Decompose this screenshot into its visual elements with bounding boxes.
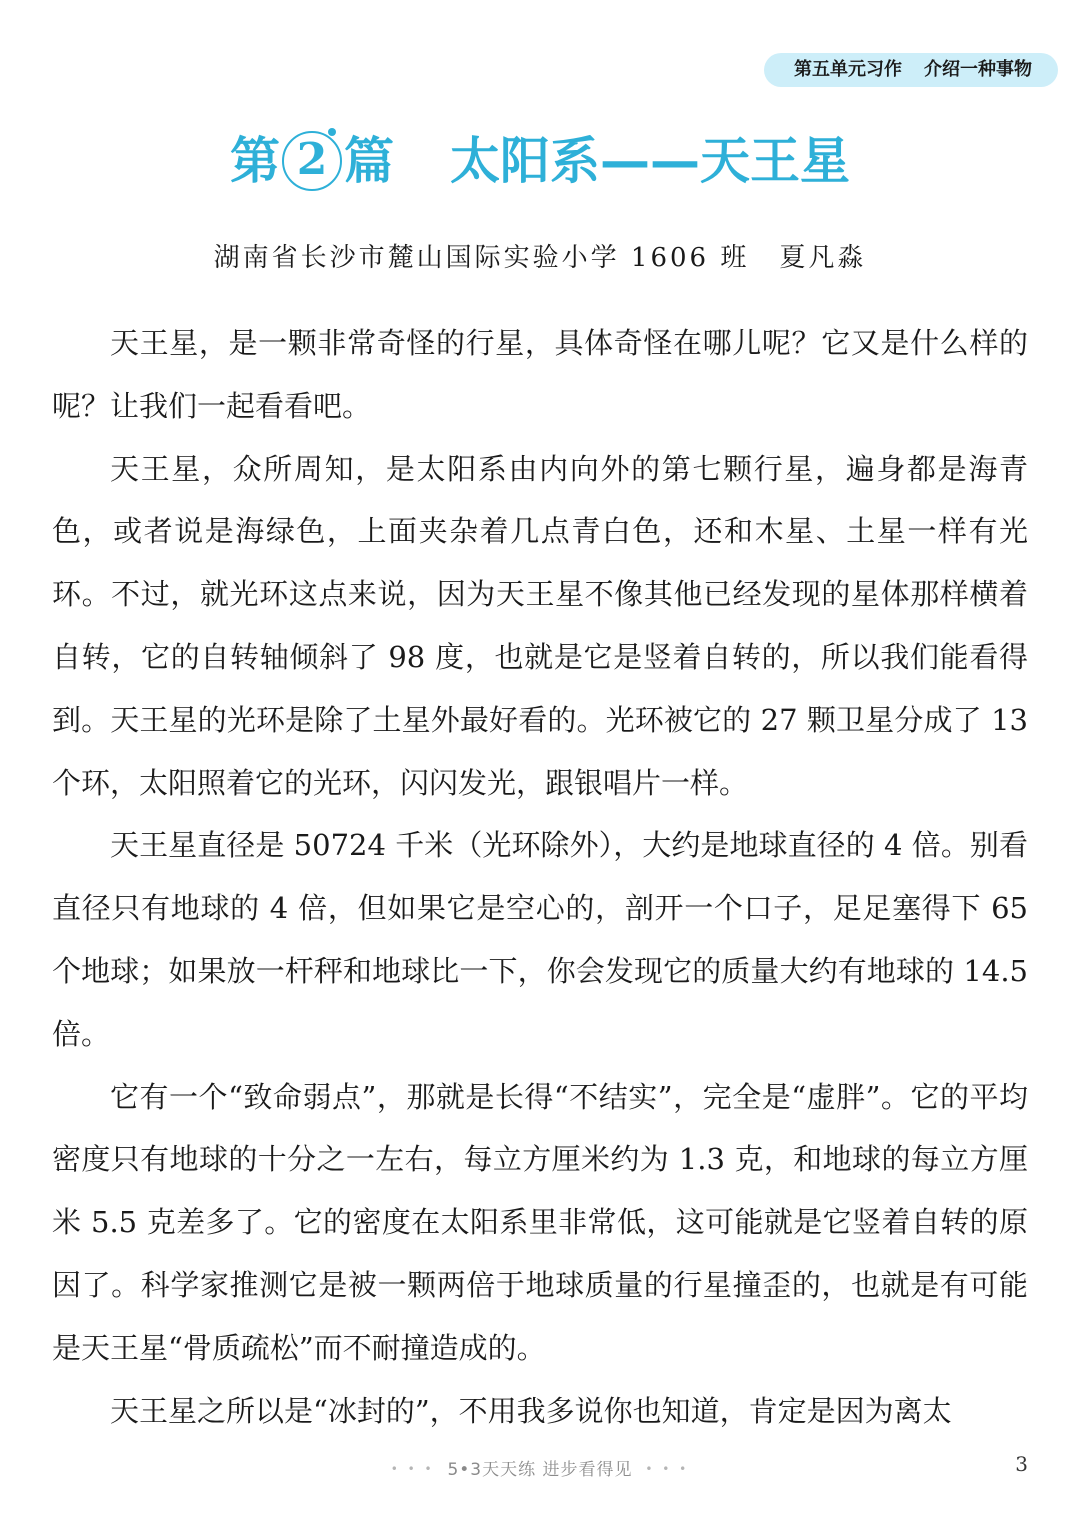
paragraph: 它有一个“致命弱点”，那就是长得“不结实”，完全是“虚胖”。它的平均密度只有地球的十分之一左右，每立方厘米约为 1.3 克，和地球的每立方厘米 5.5 克差多了。它的密度在太阳系里非常低，这可能就是它竖着自转的原因了。科学家推测它是被一颗两倍于地球质量的行星撞歪的，也就是有可能是天王星“骨质疏松”而不耐撞造成的。 bbox=[52, 1079, 1028, 1365]
title-text: 太阳系——天王星 bbox=[450, 132, 850, 190]
title-prefix: 第 bbox=[230, 132, 280, 190]
footer-dots-right: • • • bbox=[645, 1462, 690, 1476]
article-title bbox=[0, 128, 1080, 194]
unit-label: 第五单元习作 bbox=[794, 59, 902, 80]
paragraph: 天王星直径是 50724 千米（光环除外），大约是地球直径的 4 倍。别看直径只有地球的 4 倍，但如果它是空心的，剖开一个口子，足足塞得下 65 个地球；如果放一杆秤和地球比一下，你会发现它的质量大约有地球的 14.5 倍。 bbox=[52, 828, 1028, 1051]
paragraph: 天王星之所以是“冰封的”，不用我多说你也知道，肯定是因为离太 bbox=[110, 1393, 952, 1428]
author-name: 夏凡淼 bbox=[779, 243, 867, 273]
title-suffix: 篇 bbox=[344, 132, 394, 190]
footer-slogan bbox=[0, 1455, 1080, 1480]
page-number: 3 bbox=[1015, 1452, 1028, 1476]
author-school: 湖南省长沙市麓山国际实验小学 1606 班 bbox=[213, 243, 750, 273]
unit-header-tag bbox=[764, 53, 1058, 87]
paragraph: 天王星，众所周知，是太阳系由内向外的第七颗行星，遍身都是海青色，或者说是海绿色，上面夹杂着几点青白色，还和木星、土星一样有光环。不过，就光环这点来说，因为天王星不像其他已经发现的星体那样横着自转，它的自转轴倾斜了 98 度，也就是它是竖着自转的，所以我们能看得到。天王星的光环是除了土星外最好看的。光环被它的 27 颗卫星分成了 13 个环，太阳照着它的光环，闪闪发光，跟银唱片一样。 bbox=[52, 451, 1028, 800]
footer-slogan-text: 5•3天天练 进步看得见 bbox=[447, 1460, 633, 1480]
footer-dots-left: • • • bbox=[390, 1462, 435, 1476]
topic-label: 介绍一种事物 bbox=[924, 59, 1032, 80]
author-line bbox=[0, 238, 1080, 278]
article-number-badge: 2 bbox=[282, 131, 342, 191]
paragraph: 天王星，是一颗非常奇怪的行星，具体奇怪在哪儿呢？它又是什么样的呢？让我们一起看看吧。 bbox=[52, 326, 1028, 423]
article-body bbox=[52, 312, 1028, 1442]
